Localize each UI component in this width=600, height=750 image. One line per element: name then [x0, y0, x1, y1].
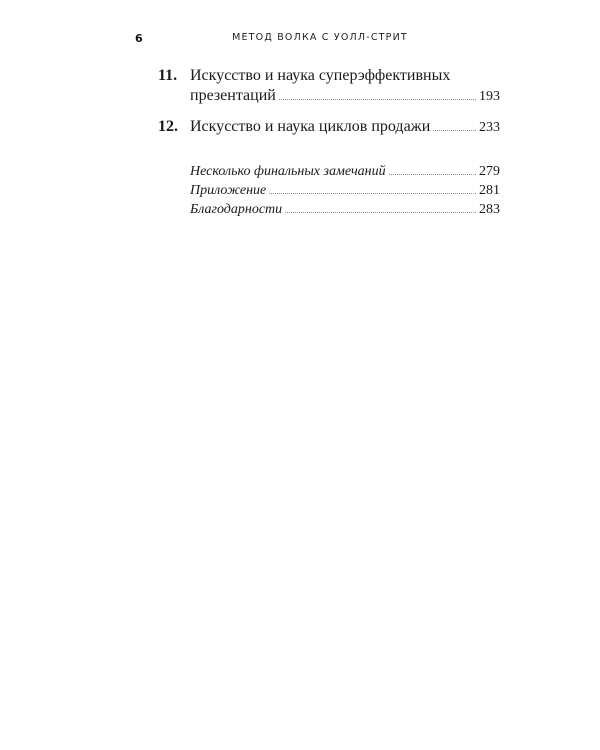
toc-entry-appendix — [190, 181, 500, 200]
toc-title-line — [190, 86, 500, 107]
entry-title: Несколько финальных замечаний — [190, 164, 386, 179]
dot-leader — [285, 212, 476, 213]
chapter-title: Искусство и наука суперэффективных — [190, 67, 451, 84]
page-ref: 193 — [479, 89, 500, 104]
chapter-number: 12. — [158, 118, 178, 135]
entry-title: Приложение — [190, 183, 267, 198]
toc-title-line — [190, 117, 500, 138]
chapter-title-continued: презентаций — [190, 87, 276, 104]
toc-entry-acknowledgements — [190, 200, 500, 219]
dot-leader — [269, 193, 476, 194]
page-number: 6 — [135, 32, 143, 45]
toc-entry-final-remarks — [190, 162, 500, 181]
toc-title-line — [190, 66, 500, 86]
page-ref: 283 — [479, 202, 500, 217]
table-of-contents — [158, 66, 500, 219]
toc-entry-chapter-11 — [158, 66, 500, 107]
chapter-title: Искусство и наука циклов продажи — [190, 118, 431, 135]
entry-title: Благодарности — [190, 202, 283, 217]
back-matter-list — [158, 162, 500, 219]
page-ref: 233 — [479, 120, 500, 135]
page-ref: 281 — [479, 183, 500, 198]
toc-entry-chapter-12 — [158, 117, 500, 138]
page-ref: 279 — [479, 164, 500, 179]
dot-leader — [279, 99, 476, 100]
running-header: МЕТОД ВОЛКА С УОЛЛ-СТРИТ — [232, 32, 408, 43]
dot-leader — [389, 174, 476, 175]
dot-leader — [433, 130, 476, 131]
chapter-number: 11. — [158, 67, 178, 84]
